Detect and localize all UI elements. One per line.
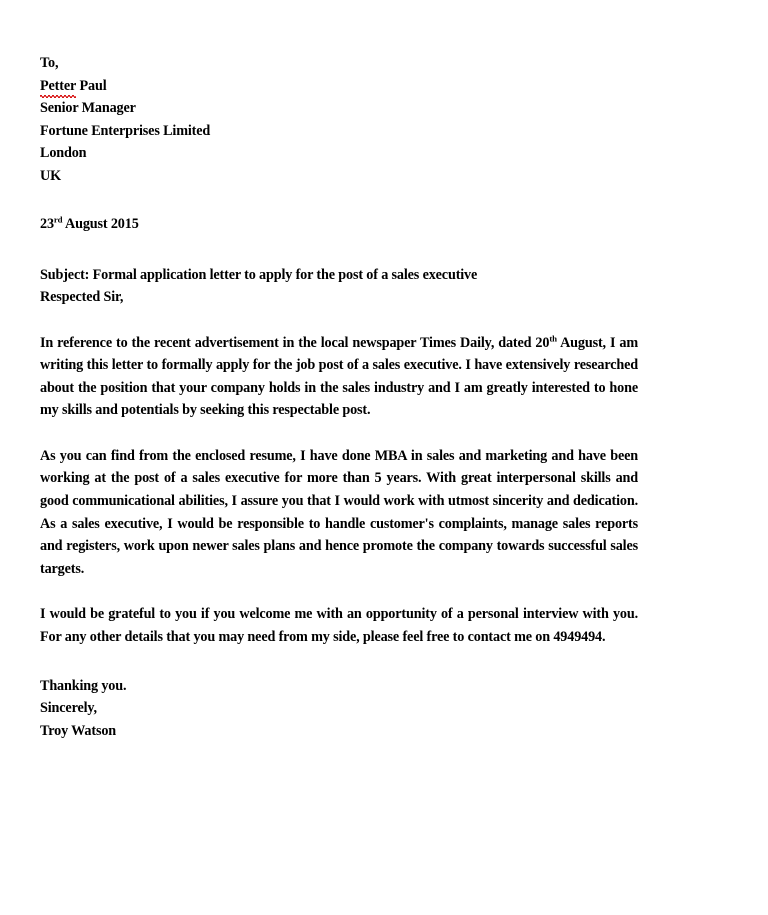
- recipient-name-line: [40, 75, 638, 98]
- date-month-year: August 2015: [62, 216, 139, 232]
- body-paragraph-3: I would be grateful to you if you welcome me with an opportunity of a personal interview with you. For any other details that you may need from my side, please feel free to contact me on 4949494.: [40, 606, 638, 646]
- closing-signoff-line: Sincerely,: [40, 700, 97, 717]
- letter-date-line: [40, 213, 638, 236]
- letter-date: [40, 213, 638, 236]
- paragraph-1-part-1: In reference to the recent advertisement in the local newspaper Times Daily, dated 20: [40, 334, 550, 351]
- misspelled-word: Petter: [40, 75, 76, 98]
- subject-line: [40, 264, 638, 287]
- closing-block: [40, 675, 638, 743]
- body-paragraph-2: As you can find from the enclosed resume, I have done MBA in sales and marketing and have been working at the post of a sales executive for more than 5 years. With great interpersonal skills and good communicational abilities, I assure you that I would work with utmost sincerity and dedication. As a sales executive, I would be responsible to handle customer's complaints, manage sales reports and registers, work upon newer sales plans and hence promote the company towards successful sales targets.: [40, 447, 638, 577]
- date-ordinal-suffix: rd: [53, 214, 63, 225]
- subject-label: Subject:: [40, 266, 90, 283]
- recipient-company-line: Fortune Enterprises Limited: [40, 122, 211, 139]
- recipient-address-block: [40, 52, 638, 187]
- letter-body: [40, 52, 638, 742]
- address-salutation-line: To,: [40, 55, 59, 71]
- subject-text: Formal application letter to apply for the post of a sales executive: [89, 266, 478, 283]
- paragraph-1-part-2: August, I am writing this letter to formally apply for the job post of a sales executive. I have extensively researched about the position that your company holds in the sales industry and I am greatly interested to hone my skills and potentials by seeking this respectable post.: [40, 334, 638, 419]
- subject-block: [40, 264, 638, 309]
- sender-name-line: Troy Watson: [40, 722, 117, 739]
- recipient-title-line: Senior Manager: [40, 100, 136, 116]
- paragraph-1-ordinal-suffix: th: [549, 332, 557, 343]
- date-day: 23: [40, 216, 54, 232]
- greeting-line: Respected Sir,: [40, 289, 124, 305]
- body-paragraph-1: [40, 332, 638, 422]
- closing-thanks-line: Thanking you.: [40, 677, 127, 694]
- recipient-city-line: London: [40, 145, 87, 161]
- recipient-country-line: UK: [40, 167, 61, 184]
- recipient-name-rest: Paul: [76, 77, 107, 94]
